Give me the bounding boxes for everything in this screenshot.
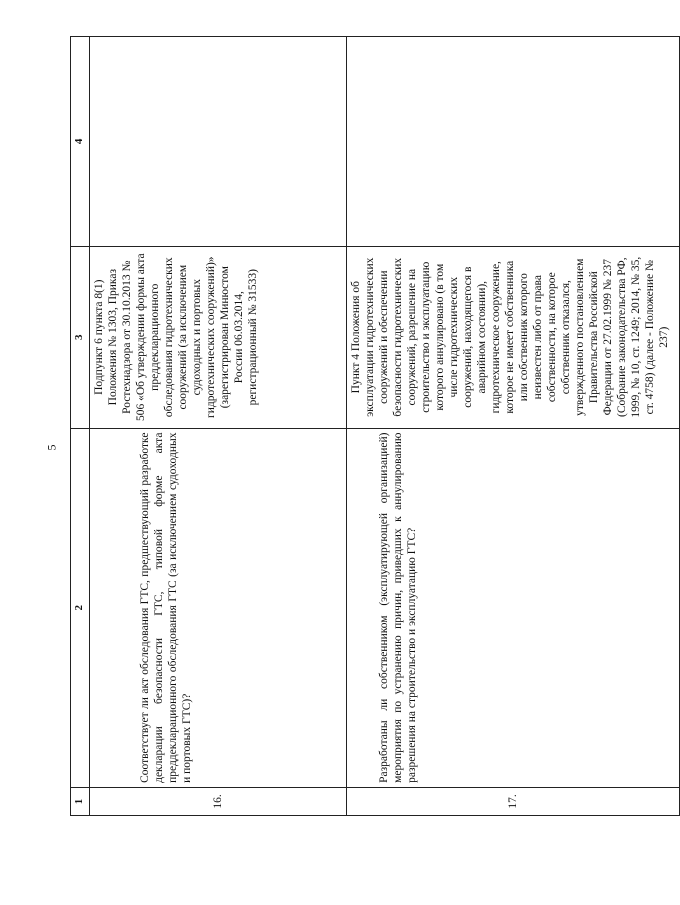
- header-col-3: 3: [71, 246, 90, 428]
- row-note: [90, 37, 347, 247]
- row-number: 16.: [90, 787, 347, 815]
- row-number: 17.: [347, 787, 680, 815]
- row-question: Разработаны ли собственником (эксплуатирующей организацией) мероприятия по устранению причин, приведших к аннулированию разрешения на строительство и эксплуатацию ГТС?: [347, 428, 680, 787]
- page-number: 5: [44, 444, 59, 451]
- table-row: [90, 37, 347, 816]
- rotated-table-frame: [70, 36, 671, 816]
- header-col-1: 1: [71, 787, 90, 815]
- row-reference: Пункт 4 Положения об эксплуатации гидротехнических сооружений и обеспечении безопасности гидротехнических сооружений, разрешение на строительство и эксплуатацию которого аннулировано (в том числе гидротехнических сооружений, находящегося в аварийном состоянии), гидротехническое сооружение, которое не имеет собственника или собственник которого неизвестен либо от права собственности, на которое собственник отказался, утвержденного постановлением Правительства Российской Федерации от 27.02.1999 № 237 (Собрание законодательства РФ, 1999, № 10, ст. 1249; 2014, № 35, ст. 4758) (далее - Положение № 237): [347, 246, 680, 428]
- row-reference: Подпункт 6 пункта 8(1) Положения № 1303, Приказ Ростехнадзора от 30.10.2013 № 506 «Об утверждении формы акта преддекларационного обследования гидротехнических сооружений (за исключением судоходных и портовых гидротехнических сооружений)» (зарегистрирован Минюстом России 06.03.2014, регистрационный № 31533): [90, 246, 347, 428]
- table-row: [347, 37, 680, 816]
- row-note: [347, 37, 680, 247]
- header-col-2: 2: [71, 428, 90, 787]
- row-question: Соответствует ли акт обследования ГТС, предшествующий разработке декларации безопасности ГТС, типовой форме акта преддекларационного обследования ГТС (за исключением судоходных и портовых ГТС)?: [90, 428, 347, 787]
- landscape-content: [70, 36, 671, 816]
- header-row: [71, 37, 90, 816]
- header-col-4: 4: [71, 37, 90, 247]
- checklist-table: [70, 36, 680, 816]
